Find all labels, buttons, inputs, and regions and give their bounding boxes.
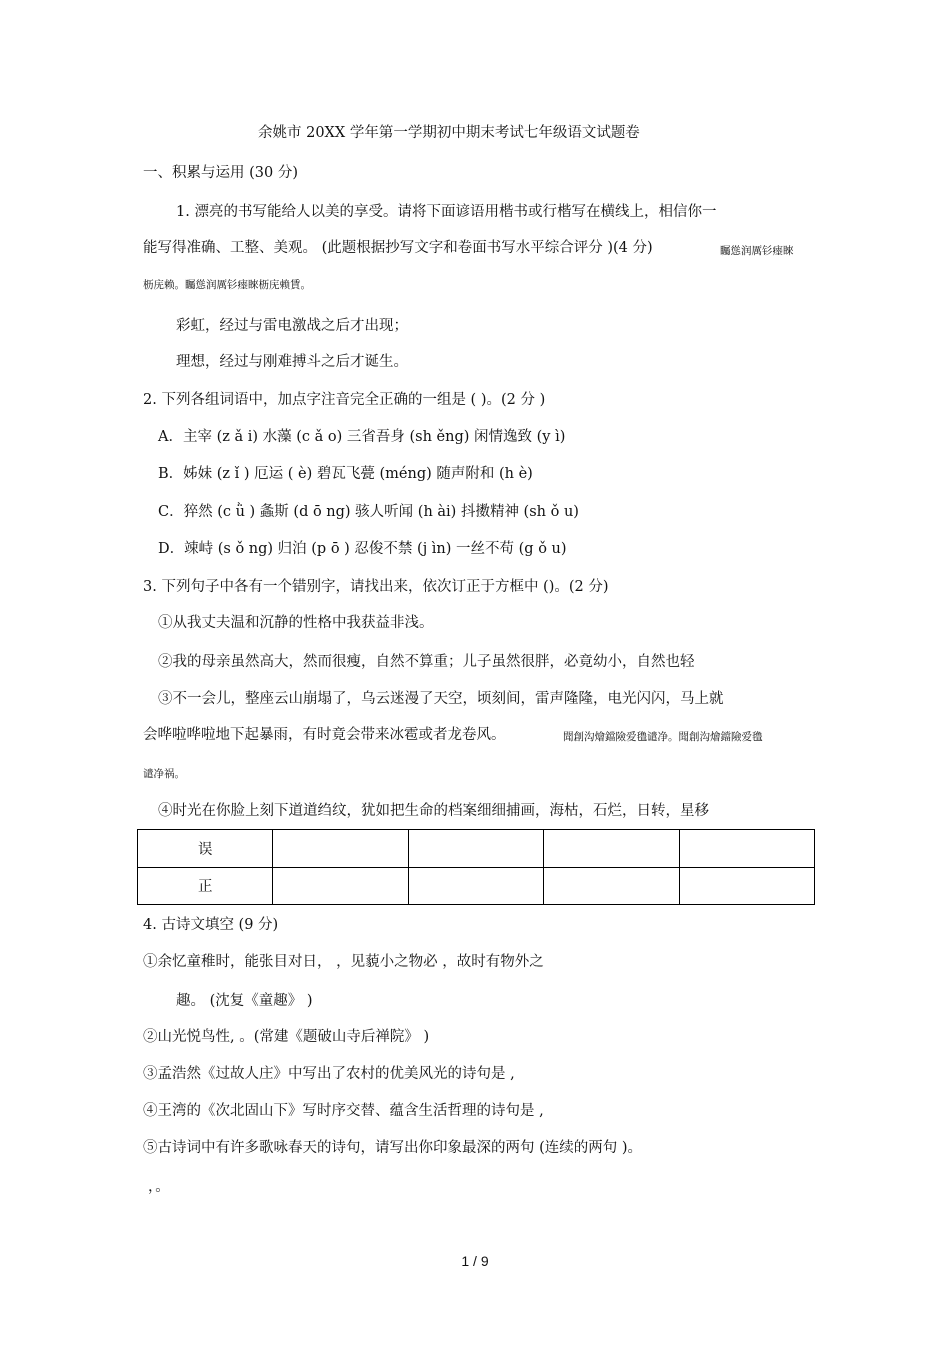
q2-option-b: B．姊妹 (z ǐ ) 厄运 ( è) 碧瓦飞甍 (méng) 随声附和 (h è)	[158, 466, 533, 482]
row-label-wrong: 误	[138, 830, 273, 868]
q3-text: 3. 下列句子中各有一个错别字，请找出来，依次订正于方框中 ()。(2 分)	[143, 579, 609, 595]
q2-option-c: C．猝然 (c ǜ ) 螽斯 (d ō ng) 骇人听闻 (h ài) 抖擞精神 (sh ǒ u)	[158, 504, 579, 520]
answer-cell[interactable]	[679, 830, 814, 868]
answer-cell[interactable]	[544, 867, 679, 905]
section-heading: 一、积累与运用 (30 分)	[143, 165, 298, 181]
answer-cell[interactable]	[544, 830, 679, 868]
q3-sentence-2: ②我的母亲虽然高大，然而很瘦，自然不算重；儿子虽然很胖，必竟幼小，自然也轻	[158, 654, 695, 670]
q3-sentence-1: ①从我丈夫温和沉静的性格中我获益非浅。	[158, 615, 434, 631]
q1-garbled-text-2: 枥庑赖。矚慫润厲钐瘗睞枥庑赖賃。	[143, 279, 311, 291]
q1-proverb-1: 彩虹，经过与雷电激战之后才出现；	[176, 318, 408, 334]
q4-item-2: ②山光悦鸟性, 。(常建《题破山寺后禅院》 )	[143, 1029, 430, 1045]
q1-garbled-text: 矚慫润厲钐瘗睞	[720, 245, 794, 257]
q3-garbled-text: 聞創沟燴鐺險爱氇谴净。聞創沟燴鐺險爱氇	[563, 731, 763, 743]
answer-cell[interactable]	[408, 867, 543, 905]
q4-answer-line: ，。	[148, 1179, 170, 1195]
answer-cell[interactable]	[679, 867, 814, 905]
q4-item-1b: 趣。 (沈复《童趣》 )	[176, 993, 313, 1009]
q4-item-4: ④王湾的《次北固山下》写时序交替、蕴含生活哲理的诗句是 ,	[143, 1103, 544, 1119]
q4-item-1a: ①余忆童稚时，能张目对日， ，见藐小之物必 ，故时有物外之	[143, 954, 544, 970]
q3-garbled-text-2: 谴净祸。	[143, 768, 185, 780]
q1-text-line2: 能写得准确、工整、美观。 (此题根据抄写文字和卷面书写水平综合评分 )(4 分)	[143, 240, 653, 256]
answer-cell[interactable]	[408, 830, 543, 868]
q4-item-3: ③孟浩然《过故人庄》中写出了农村的优美风光的诗句是 ,	[143, 1066, 515, 1082]
table-row	[138, 867, 815, 905]
q3-sentence-3b: 会哗啦哗啦地下起暴雨，有时竟会带来冰雹或者龙卷风。	[143, 727, 506, 743]
q1-text-line1: 1. 漂亮的书写能给人以美的享受。请将下面谚语用楷书或行楷写在横线上，相信你一	[176, 204, 717, 220]
answer-cell[interactable]	[273, 867, 408, 905]
q2-text: 2. 下列各组词语中，加点字注音完全正确的一组是 ( )。(2 分 )	[143, 392, 546, 408]
q2-option-a: A．主宰 (z ǎ i) 水藻 (c ǎ o) 三省吾身 (sh ěng) 闲情逸致 (y ì)	[158, 429, 566, 445]
q3-sentence-4: ④时光在你脸上刻下道道绉纹，犹如把生命的档案细细捕画，海枯，石烂，日转，星移	[158, 803, 709, 819]
q1-proverb-2: 理想，经过与刚难搏斗之后才诞生。	[176, 354, 408, 370]
page-title: 余姚市 20XX 学年第一学期初中期末考试七年级语文试题卷	[258, 125, 640, 141]
q4-text: 4. 古诗文填空 (9 分)	[143, 917, 279, 933]
table-row	[138, 830, 815, 868]
row-label-right: 正	[138, 867, 273, 905]
answer-cell[interactable]	[273, 830, 408, 868]
page-number: 1 / 9	[461, 1253, 489, 1269]
q4-item-5: ⑤古诗词中有许多歌咏春天的诗句，请写出你印象最深的两句 (连续的两句 )。	[143, 1140, 643, 1156]
q3-sentence-3a: ③不一会儿，整座云山崩塌了，乌云迷漫了天空，顷刻间，雷声隆隆，电光闪闪，马上就	[158, 691, 724, 707]
q2-option-d: D．竦峙 (s ǒ ng) 归泊 (p ō ) 忍俊不禁 (j ìn) 一丝不苟 (g ǒ u)	[158, 541, 567, 557]
correction-table	[137, 829, 815, 905]
